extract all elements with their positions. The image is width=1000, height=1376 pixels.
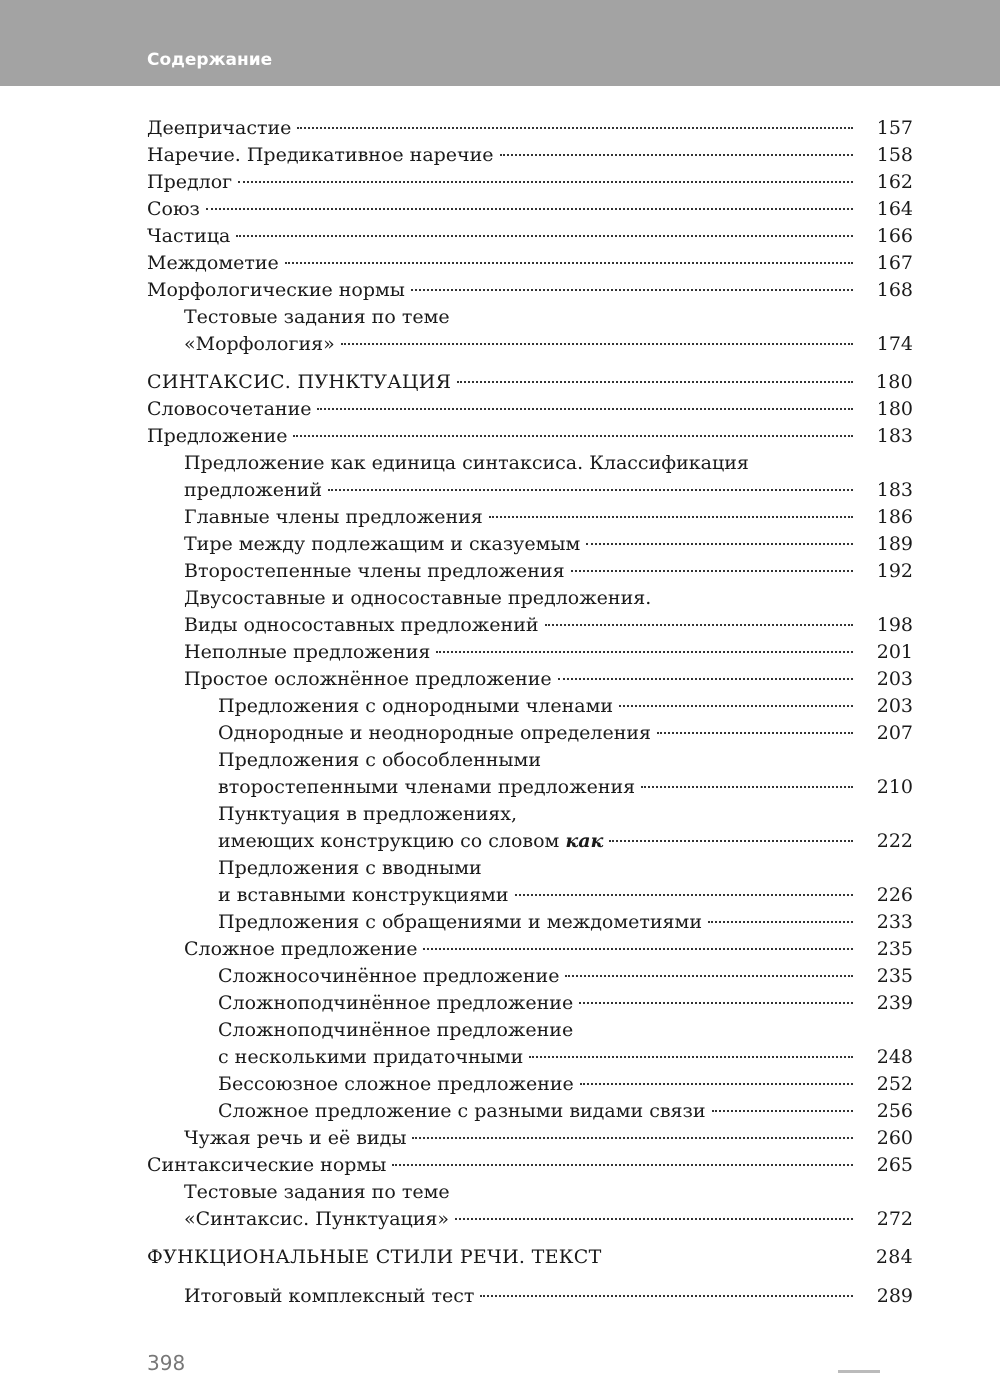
toc-entry-title: Сложное предложение xyxy=(184,938,418,960)
toc-entry xyxy=(218,1043,913,1071)
dot-leader xyxy=(558,678,853,680)
toc-entry xyxy=(218,773,913,801)
toc-entry-title: Предложения с обособленными xyxy=(218,749,541,771)
toc-entry xyxy=(218,827,913,855)
toc-entry-text: имеющих конструкцию со словом xyxy=(218,830,566,852)
toc-entry-page: 164 xyxy=(876,198,913,220)
toc-entry xyxy=(218,962,913,990)
toc-entry xyxy=(184,476,913,504)
toc-entry-page: 272 xyxy=(876,1208,913,1230)
toc-entry-title: «Морфология» xyxy=(184,333,335,355)
dot-leader xyxy=(571,570,853,572)
toc-entry-page: 198 xyxy=(876,614,913,636)
dot-leader xyxy=(586,543,853,545)
toc-entry-page: 207 xyxy=(876,722,913,744)
toc-entry-title: ФУНКЦИОНАЛЬНЫЕ СТИЛИ РЕЧИ. ТЕКСТ xyxy=(147,1246,602,1268)
toc-entry-page: 166 xyxy=(876,225,913,247)
page-header xyxy=(0,0,1000,86)
dot-leader xyxy=(238,181,853,183)
toc-entry-page: 183 xyxy=(876,479,913,501)
dot-leader xyxy=(411,289,853,291)
toc-entry xyxy=(184,557,913,585)
dot-leader xyxy=(423,948,853,950)
toc-entry xyxy=(184,303,913,331)
toc-entry xyxy=(147,249,913,277)
toc-entry-title: и вставными конструкциями xyxy=(218,884,509,906)
toc-entry-title: Второстепенные члены предложения xyxy=(184,560,565,582)
toc-entry xyxy=(218,719,913,747)
toc-entry-page: 235 xyxy=(876,938,913,960)
toc-entry xyxy=(218,989,913,1017)
toc-entry-page: 158 xyxy=(876,144,913,166)
toc-entry-page: 186 xyxy=(876,506,913,528)
toc-entry xyxy=(184,530,913,558)
toc-entry-title: Деепричастие xyxy=(147,117,292,139)
dot-leader xyxy=(609,840,853,842)
toc-entry xyxy=(184,449,913,477)
toc-entry-page: 222 xyxy=(876,830,913,852)
dot-leader xyxy=(436,651,853,653)
emphasized-word: как xyxy=(565,830,604,852)
dot-leader xyxy=(317,408,853,410)
toc-entry xyxy=(184,935,913,963)
dot-leader xyxy=(412,1137,853,1139)
toc-entry xyxy=(218,692,913,720)
toc-entry-title: Чужая речь и её виды xyxy=(184,1127,407,1149)
toc-entry-title: Союз xyxy=(147,198,200,220)
toc-entry xyxy=(218,908,913,936)
dot-leader xyxy=(392,1164,853,1166)
toc-entry xyxy=(147,222,913,250)
dot-leader xyxy=(515,894,853,896)
toc-entry-page: 180 xyxy=(875,371,913,393)
dot-leader xyxy=(708,921,853,923)
dot-leader xyxy=(500,154,853,156)
toc-entry xyxy=(184,503,913,531)
toc-entry xyxy=(184,611,913,639)
toc-entry-title xyxy=(218,827,603,855)
footer-mark xyxy=(838,1370,880,1373)
toc-entry-title: Простое осложнённое предложение xyxy=(184,668,552,690)
toc-entry-title: Сложносочинённое предложение xyxy=(218,965,560,987)
toc-entry-title: Бессоюзное сложное предложение xyxy=(218,1073,574,1095)
toc-entry xyxy=(147,422,913,450)
toc-entry-title: Наречие. Предикативное наречие xyxy=(147,144,494,166)
toc-entry-page: 201 xyxy=(876,641,913,663)
toc-entry-title: Предложение как единица синтаксиса. Классификация xyxy=(184,452,749,474)
toc-entry-title: Виды односоставных предложений xyxy=(184,614,539,636)
toc-entry-title: Главные члены предложения xyxy=(184,506,483,528)
dot-leader xyxy=(641,786,853,788)
toc-entry xyxy=(184,665,913,693)
toc-entry xyxy=(147,195,913,223)
toc-entry-page: 256 xyxy=(876,1100,913,1122)
toc-entry-title: Предлог xyxy=(147,171,233,193)
toc-entry-title: Предложения с вводными xyxy=(218,857,482,879)
toc-entry xyxy=(218,881,913,909)
toc-entry-title: Сложное предложение с разными видами связи xyxy=(218,1100,706,1122)
toc-entry xyxy=(218,1097,913,1125)
toc-entry xyxy=(147,168,913,196)
toc-entry-page: 260 xyxy=(876,1127,913,1149)
toc-entry-title: Сложноподчинённое предложение xyxy=(218,992,574,1014)
toc-entry-page: 289 xyxy=(876,1285,913,1307)
dot-leader xyxy=(457,381,853,383)
toc-entry-title: с несколькими придаточными xyxy=(218,1046,524,1068)
toc-entry-title: Итоговый комплексный тест xyxy=(184,1285,475,1307)
toc-entry xyxy=(184,638,913,666)
dot-leader xyxy=(712,1110,853,1112)
toc-entry-page: 162 xyxy=(876,171,913,193)
toc-entry-title: Тире между подлежащим и сказуемым xyxy=(184,533,581,555)
toc-entry-page: 233 xyxy=(876,911,913,933)
dot-leader xyxy=(545,624,853,626)
toc-entry-title: Синтаксические нормы xyxy=(147,1154,387,1176)
dot-leader xyxy=(579,1002,853,1004)
toc-entry xyxy=(218,800,913,828)
toc-entry-title: Неполные предложения xyxy=(184,641,431,663)
toc-entry-page: 252 xyxy=(876,1073,913,1095)
header-title: Содержание xyxy=(147,50,273,70)
toc-entry-title: Частица xyxy=(147,225,231,247)
toc-entry-title: СИНТАКСИС. ПУНКТУАЦИЯ xyxy=(147,371,452,393)
toc-entry xyxy=(184,330,913,358)
toc-entry xyxy=(184,584,913,612)
toc-entry-title: Тестовые задания по теме xyxy=(184,1181,450,1203)
toc-entry xyxy=(147,114,913,142)
toc-entry-title: Словосочетание xyxy=(147,398,312,420)
toc-entry xyxy=(147,141,913,169)
toc-entry-page: 235 xyxy=(876,965,913,987)
toc-entry-title: Предложения с однородными членами xyxy=(218,695,614,717)
dot-leader xyxy=(580,1083,853,1085)
toc-entry-page: 180 xyxy=(876,398,913,420)
toc-entry-page: 183 xyxy=(876,425,913,447)
dot-leader xyxy=(565,975,853,977)
toc-entry xyxy=(218,1070,913,1098)
toc-entry-page: 203 xyxy=(876,695,913,717)
toc-entry-page: 168 xyxy=(876,279,913,301)
toc-entry-page: 265 xyxy=(876,1154,913,1176)
toc-entry-title: Междометие xyxy=(147,252,279,274)
toc-entry-page: 226 xyxy=(876,884,913,906)
dot-leader xyxy=(480,1295,853,1297)
toc-entry-title: Морфологические нормы xyxy=(147,279,405,301)
toc-entry-page: 189 xyxy=(876,533,913,555)
dot-leader xyxy=(489,516,853,518)
dot-leader xyxy=(529,1056,853,1058)
toc-section-heading xyxy=(147,368,913,396)
dot-leader xyxy=(293,435,853,437)
dot-leader xyxy=(657,732,853,734)
dot-leader xyxy=(206,208,853,210)
toc-entry-title: Тестовые задания по теме xyxy=(184,306,450,328)
toc-entry-title: «Синтаксис. Пунктуация» xyxy=(184,1208,450,1230)
toc-entry xyxy=(184,1178,913,1206)
dot-leader xyxy=(619,705,853,707)
toc-entry-title: Двусоставные и односоставные предложения. xyxy=(184,587,652,609)
toc-entry xyxy=(184,1282,913,1310)
page-number: 398 xyxy=(147,1351,186,1375)
dot-leader xyxy=(341,343,853,345)
toc-entry xyxy=(147,1151,913,1179)
dot-leader xyxy=(455,1218,853,1220)
toc-entry-page: 210 xyxy=(876,776,913,798)
toc-entry-page: 248 xyxy=(876,1046,913,1068)
dot-leader xyxy=(236,235,853,237)
toc-entry-page: 284 xyxy=(875,1246,913,1268)
toc-entry-page: 203 xyxy=(876,668,913,690)
toc-entry xyxy=(218,854,913,882)
dot-leader xyxy=(297,127,853,129)
toc-entry xyxy=(147,276,913,304)
toc-section-heading xyxy=(147,1243,913,1271)
toc-entry xyxy=(147,395,913,423)
toc-entry xyxy=(218,746,913,774)
dot-leader xyxy=(285,262,853,264)
toc-entry xyxy=(184,1124,913,1152)
toc-entry xyxy=(218,1016,913,1044)
toc-entry-title: Однородные и неоднородные определения xyxy=(218,722,652,744)
toc-entry-page: 157 xyxy=(876,117,913,139)
toc-entry-title: Предложение xyxy=(147,425,288,447)
toc-entry-title: предложений xyxy=(184,479,322,501)
toc-entry-page: 192 xyxy=(876,560,913,582)
toc-entry-title: второстепенными членами предложения xyxy=(218,776,636,798)
dot-leader xyxy=(608,1256,853,1258)
toc-entry-title: Предложения с обращениями и междометиями xyxy=(218,911,702,933)
toc-entry-page: 174 xyxy=(876,333,913,355)
toc-entry-page: 167 xyxy=(876,252,913,274)
toc-entry-title: Пунктуация в предложениях, xyxy=(218,803,518,825)
toc-entry-title: Сложноподчинённое предложение xyxy=(218,1019,574,1041)
toc-entry xyxy=(184,1205,913,1233)
toc-entry-page: 239 xyxy=(876,992,913,1014)
dot-leader xyxy=(328,489,853,491)
